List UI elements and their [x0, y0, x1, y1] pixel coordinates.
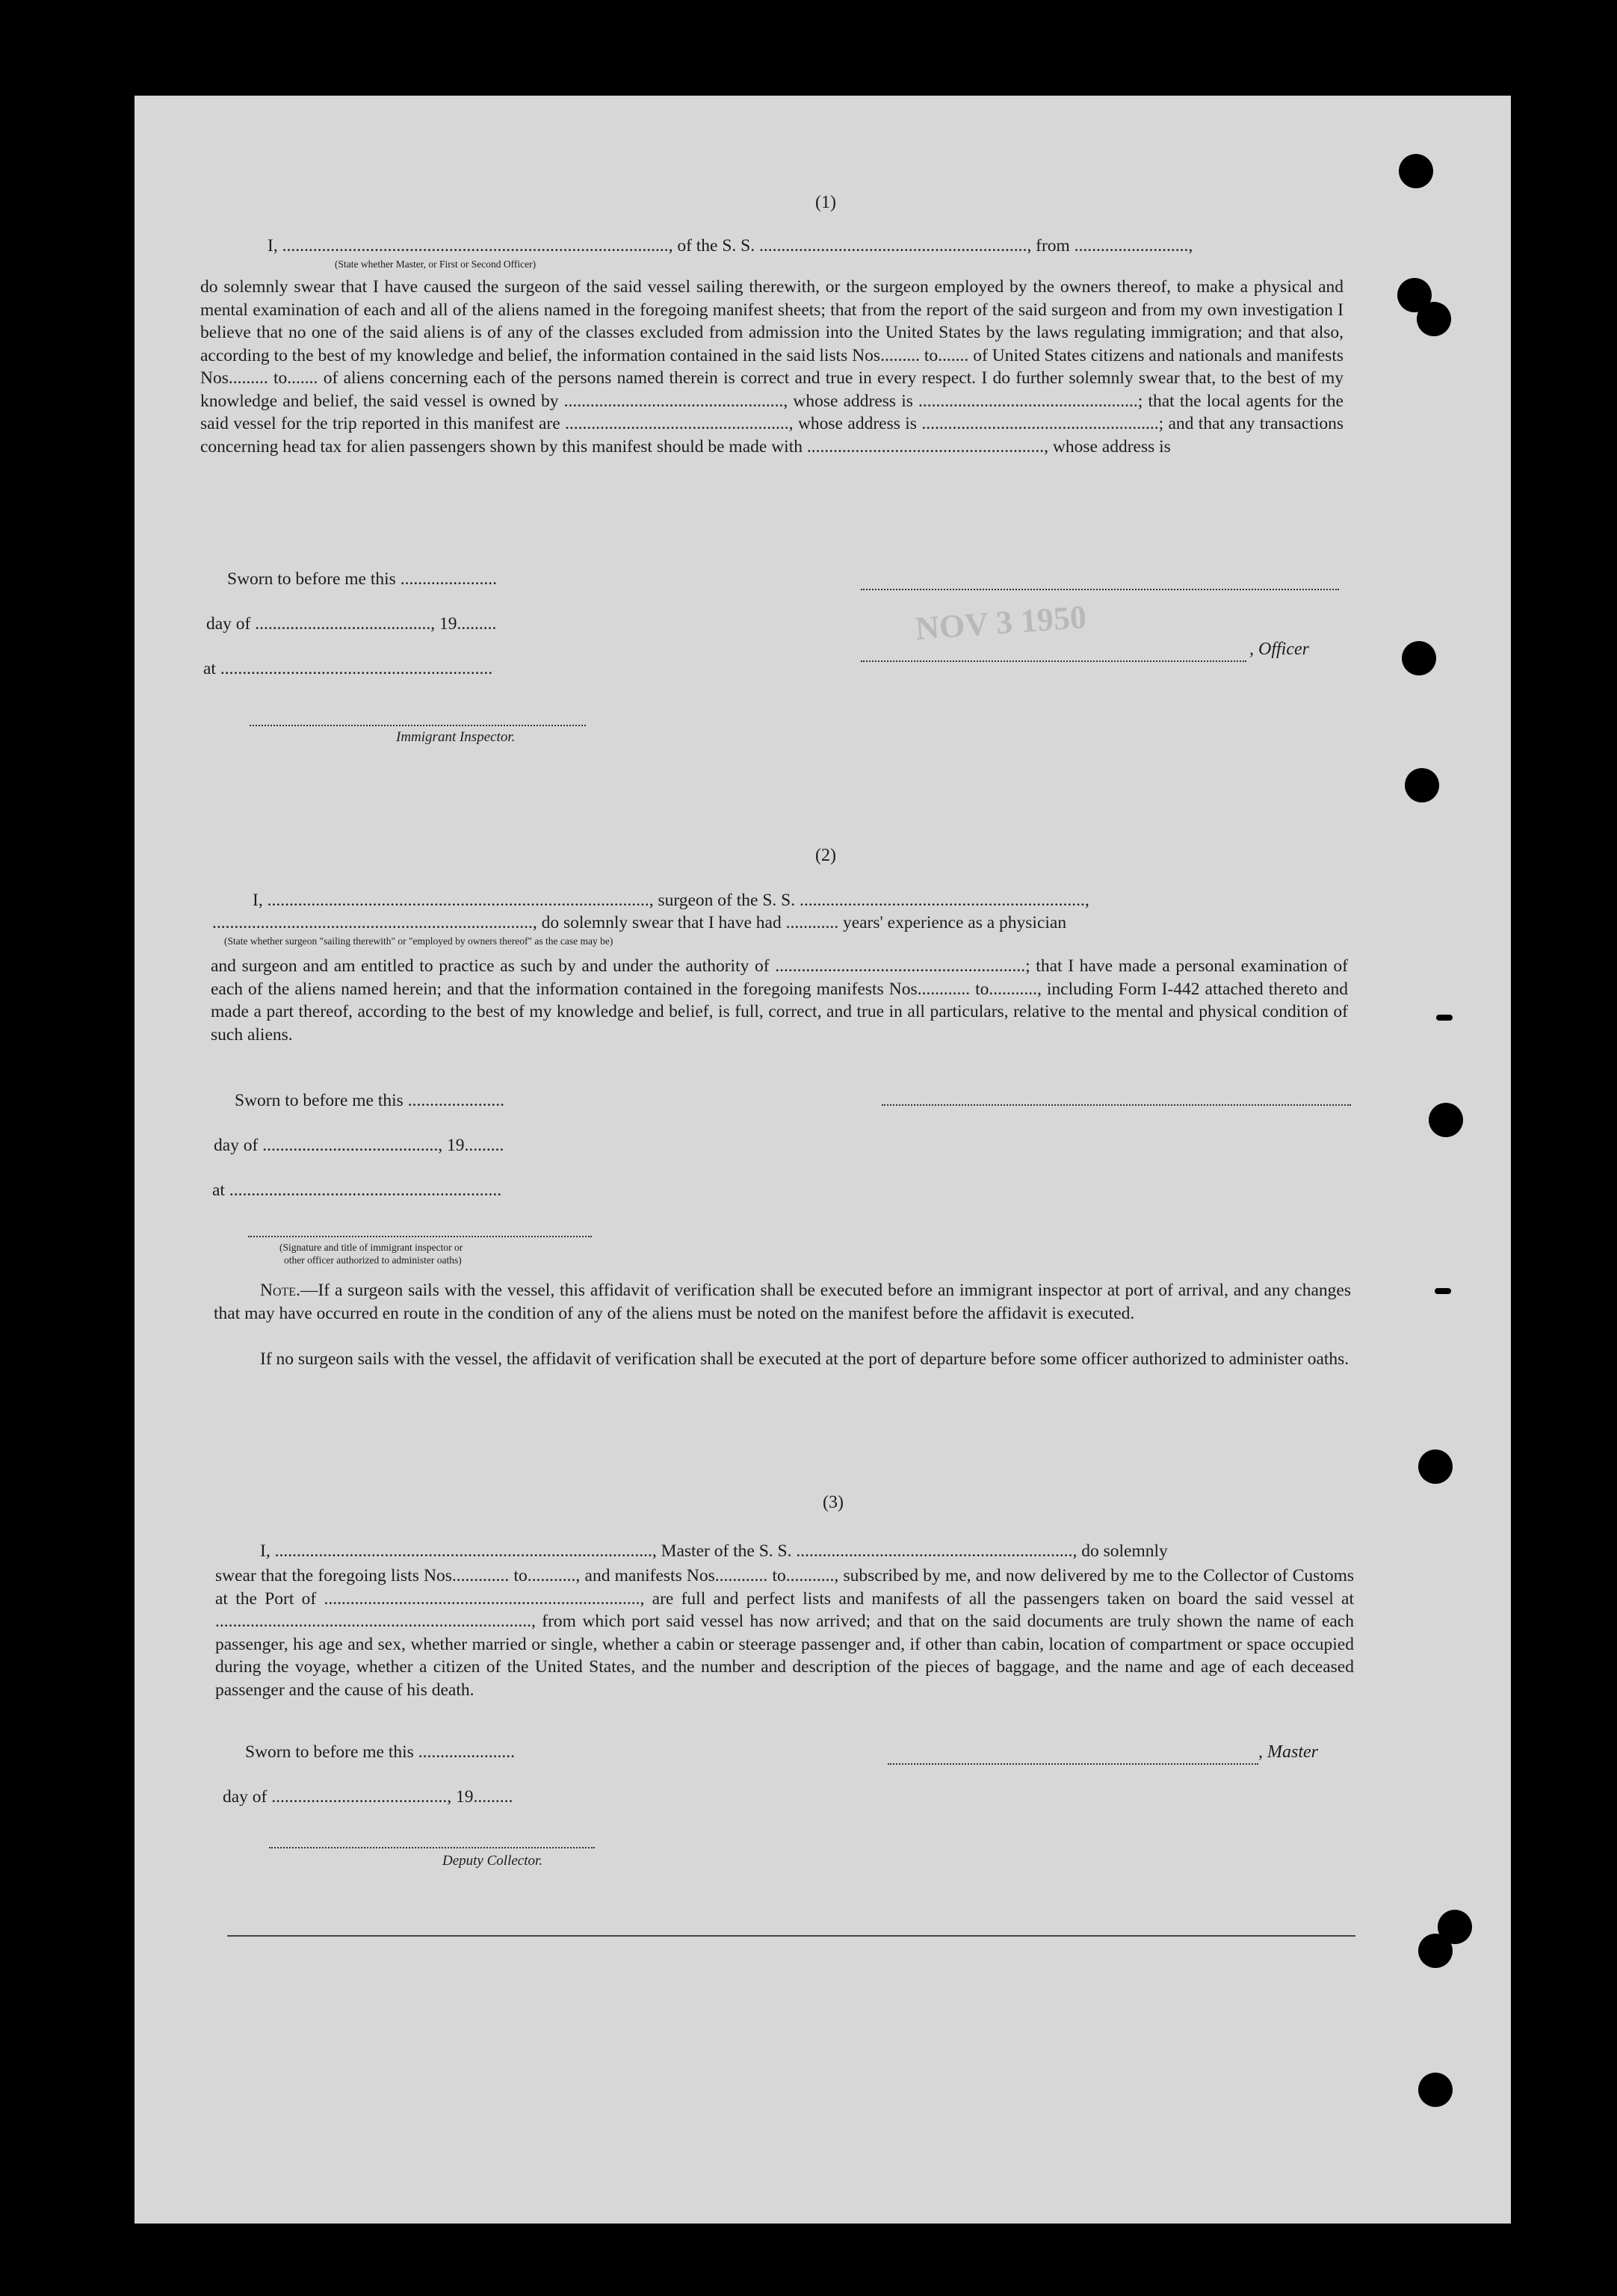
- punch-hole: [1399, 154, 1433, 188]
- note-text: —If a surgeon sails with the vessel, this affidavit of verification shall be executed before an immigrant inspector at port of arrival, and any changes that may have occurred en route in the condition of any of the aliens must be noted on the manifest before the affidavit is executed.: [214, 1281, 1351, 1323]
- sworn-line-1: Sworn to before me this ......................: [227, 569, 497, 589]
- inspector-signature-line: [250, 725, 586, 726]
- section-2-heading: (2): [815, 846, 836, 865]
- day-of-line-2: day of ........................................, 19.........: [214, 1136, 504, 1155]
- section-2-first-line: I, ......................................................................................., surgeon of the S. S. .................................................................,: [253, 891, 1089, 910]
- punch-hole: [1418, 1449, 1453, 1484]
- signature-note-1: (Signature and title of immigrant inspector or: [279, 1242, 463, 1253]
- section-3-first-line: I, ......................................................................................, Master of the S. S. ..............................................................., do solemnly: [260, 1541, 1168, 1561]
- section-3-body: swear that the foregoing lists Nos............. to..........., and manifests Nos............ to..........., subscribed by me, and now delivered by me to the Collector of Customs at the Port of ........................................................................, are full and perfect lists and manifests of all the passengers taken on board the said vessel at ........................................................................, from which port said vessel has now arrived; and that on the said documents are truly shown the name of each passenger, his age and sex, whether married or single, whether a cabin or steerage passenger and, if other than cabin, location of compartment or space occupied during the voyage, whether a citizen of the United States, and the number and description of the pieces of baggage, and the name and age of each deceased passenger and the cause of his death.: [215, 1566, 1354, 1700]
- punch-hole: [1438, 1910, 1472, 1944]
- punch-hole: [1402, 641, 1436, 675]
- sworn-line-3: Sworn to before me this ......................: [245, 1742, 515, 1762]
- officer-note: (State whether Master, or First or Second Officer): [335, 259, 537, 270]
- master-label-text: Master: [1267, 1742, 1318, 1762]
- sworn-line-2: Sworn to before me this ......................: [235, 1091, 504, 1110]
- officer-signature-line-1: [861, 589, 1339, 590]
- officer-signature-line-2: [861, 660, 1246, 662]
- punch-hole: [1417, 302, 1451, 336]
- note-paragraph-2: If no surgeon sails with the vessel, the affidavit of verification shall be executed at the port of departure before some officer authorized to administer oaths.: [260, 1349, 1349, 1369]
- at-line-2: at ..............................................................: [212, 1181, 502, 1200]
- bottom-rule: [227, 1935, 1355, 1937]
- punch-mark: [1435, 1288, 1451, 1294]
- day-of-line-3: day of ........................................, 19.........: [223, 1787, 513, 1807]
- surgeon-signature-line: [882, 1104, 1351, 1106]
- collector-label: Deputy Collector.: [442, 1853, 543, 1869]
- punch-hole: [1405, 768, 1439, 802]
- section-1-heading: (1): [815, 193, 836, 212]
- officer-label: , Officer: [1249, 640, 1309, 659]
- surgeon-note: (State whether surgeon "sailing therewith" or "employed by owners thereof" as the case may be): [224, 935, 613, 947]
- date-stamp: NOV 3 1950: [914, 598, 1088, 647]
- section-2-second-line: ........................................................................., do solemnly swear that I have had ............ years' experience as a physician: [212, 913, 1067, 932]
- note-label: Note.: [260, 1281, 300, 1300]
- inspector-label: Immigrant Inspector.: [396, 729, 516, 745]
- at-line-1: at ..............................................................: [203, 659, 493, 678]
- punch-mark: [1436, 1015, 1453, 1021]
- signature-note-2: other officer authorized to administer oaths): [284, 1254, 462, 1266]
- section-3-heading: (3): [823, 1493, 844, 1512]
- section-1-first-line: I, ........................................................................................, of the S. S. ............................................................., from ..........................,: [268, 236, 1193, 256]
- form-page: [135, 96, 1511, 2224]
- punch-hole: [1429, 1103, 1463, 1137]
- section-1-body: do solemnly swear that I have caused the surgeon of the said vessel sailing therewith, or the surgeon employed by the owners thereof, to make a physical and mental examination of each and all of the aliens named in the foregoing manifest sheets; that from the report of the said surgeon and from my own investigation I believe that no one of the said aliens is of any of the classes excluded from admission into the United States by the laws regulating immigration; and that also, according to the best of my knowledge and belief, the information contained in the said lists Nos......... to....... of United States citizens and nationals and manifests Nos......... to....... of aliens concerning each of the persons named therein is correct and true in every respect. I do further solemnly swear that, to the best of my knowledge and belief, the said vessel is owned by .................................................., whose address is ..................................................; that the local agents for the said vessel for the trip reported in this manifest are ..................................................., whose address is ......................................................; and that any transactions concerning head tax for alien passengers shown by this manifest should be made with ......................................................, whose address is: [200, 277, 1344, 457]
- day-of-line-1: day of ........................................, 19.........: [206, 614, 497, 634]
- punch-hole: [1418, 2073, 1453, 2107]
- collector-signature-line: [269, 1847, 595, 1848]
- section-2-body: and surgeon and am entitled to practice as such by and under the authority of .........................................................; that I have made a personal examination of each of the aliens named herein; and that the information contained in the foregoing manifests Nos............ to..........., including Form I-442 attached thereto and made a part thereof, according to the best of my knowledge and belief, is full, correct, and true in all particulars, relative to the mental and physical condition of such aliens.: [211, 956, 1348, 1045]
- inspector-signature-line-2: [248, 1236, 592, 1237]
- master-label: , Master: [1258, 1742, 1318, 1762]
- master-signature-line: [888, 1763, 1258, 1765]
- officer-label-text: Officer: [1258, 640, 1309, 659]
- note-paragraph: [214, 1279, 1351, 1325]
